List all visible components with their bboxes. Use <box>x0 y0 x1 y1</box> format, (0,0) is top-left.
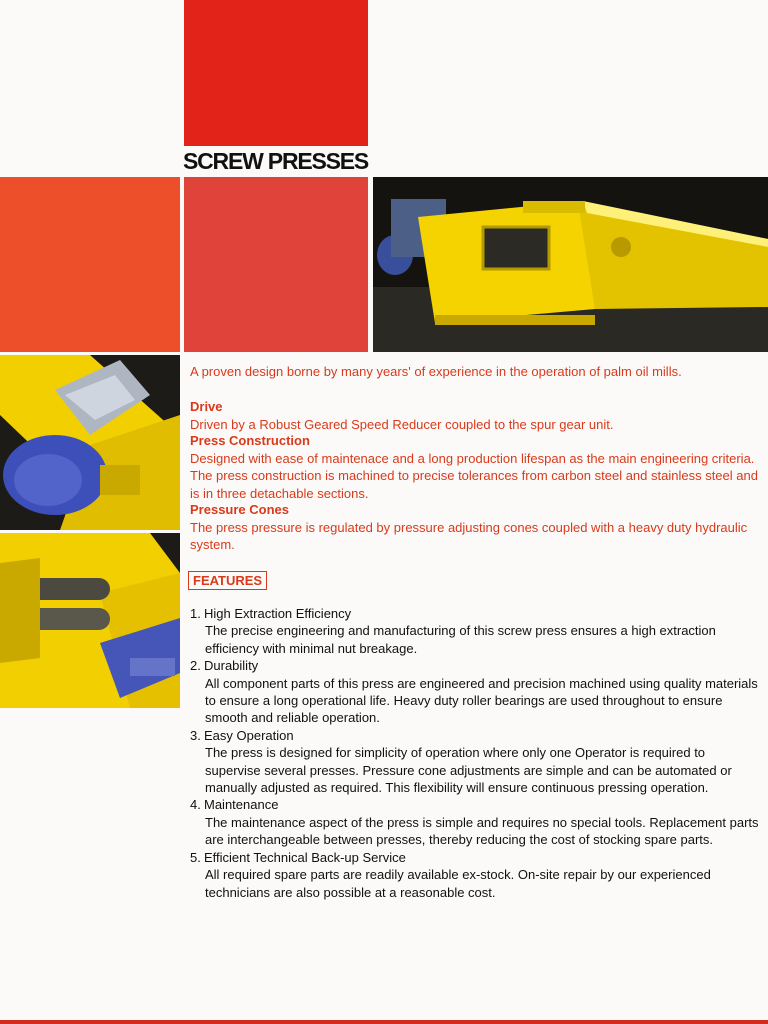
red-color-block-top <box>184 0 368 146</box>
feature-title: Efficient Technical Back-up Service <box>204 849 406 865</box>
feature-description: The maintenance aspect of the press is simple and requires no special tools. Replacement parts are interchangeable between presses, thereby reducing the cost of stocking spare parts. <box>205 814 759 848</box>
feature-item <box>190 849 762 901</box>
page-title: SCREW PRESSES <box>183 148 369 174</box>
orange-color-block <box>0 177 180 352</box>
feature-description: The precise engineering and manufacturing of this screw press ensures a high extraction efficiency with minimal nut breakage. <box>205 623 716 656</box>
feature-description: All component parts of this press are engineered and precision machined using quality materials to ensure a long operational life. Heavy duty roller bearings are used throughout to ensure smooth and reliable operation. <box>205 675 758 726</box>
feature-number: 4. <box>190 797 201 813</box>
drive-section <box>190 398 762 433</box>
features-list <box>190 605 762 901</box>
feature-item <box>190 796 762 848</box>
feature-number: 1. <box>190 606 201 621</box>
feature-number: 3. <box>190 727 201 743</box>
press-construction-text: Designed with ease of maintenace and a long production lifespan as the main engineering criteria. The press construction is machined to precise tolerances from carbon steel and stainless steel and is in three detachable sections. <box>190 450 758 501</box>
feature-item <box>190 605 762 657</box>
feature-number: 5. <box>190 849 201 865</box>
bottom-rule <box>0 1020 768 1024</box>
feature-title: Durability <box>204 658 259 674</box>
feature-number: 2. <box>190 658 201 674</box>
feature-item <box>190 657 762 727</box>
screw-press-photo <box>373 177 768 352</box>
feature-title: Easy Operation <box>204 727 294 743</box>
pressure-cones-heading: Pressure Cones <box>190 502 289 517</box>
red-color-block-middle <box>184 177 368 352</box>
pressure-cones-section <box>190 501 762 554</box>
press-construction-section <box>190 432 762 502</box>
drive-text: Driven by a Robust Geared Speed Reducer coupled to the spur gear unit. <box>190 416 614 432</box>
drive-heading: Drive <box>190 399 223 414</box>
feature-title: Maintenance <box>204 797 279 813</box>
feature-description: All required spare parts are readily available ex-stock. On-site repair by our experienced technicians are also possible at a reasonable cost. <box>205 867 711 900</box>
features-label: FEATURES <box>188 571 267 590</box>
press-construction-heading: Press Construction <box>190 433 310 448</box>
pressure-cones-text: The press pressure is regulated by pressure adjusting cones coupled with a heavy duty hydraulic system. <box>190 519 748 552</box>
geared-motor-photo <box>0 355 180 530</box>
press-rollers-photo <box>0 533 180 708</box>
intro-text: A proven design borne by many years' of experience in the operation of palm oil mills. <box>190 364 682 379</box>
feature-description: The press is designed for simplicity of operation where only one Operator is required to supervise several presses. Pressure cone adjustments are simple and can be automated or manually adjusted as required. This flexibility will ensure continuous pressing operation. <box>205 745 732 796</box>
feature-title: High Extraction Efficiency <box>204 606 352 621</box>
feature-item <box>190 727 762 797</box>
